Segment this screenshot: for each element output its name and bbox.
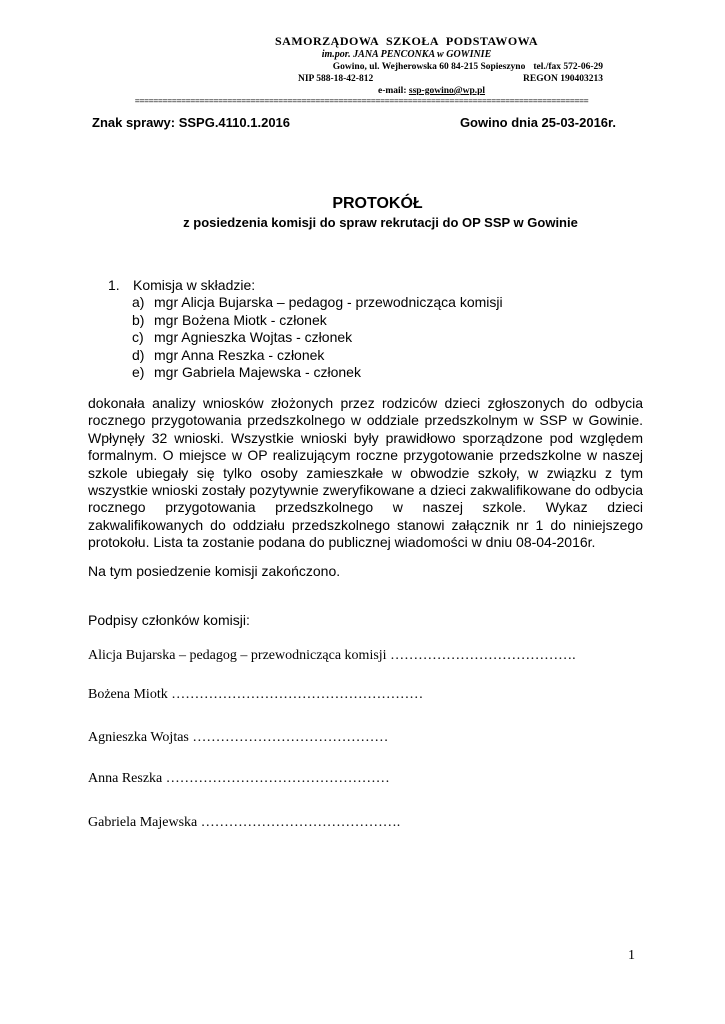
commission-intro: Komisja w składzie: — [133, 277, 256, 293]
signature-line: Anna Reszka ………………………………………… — [88, 771, 390, 786]
page-number: 1 — [628, 948, 635, 963]
list-item — [132, 364, 588, 381]
body-paragraph: dokonała analizy wniosków złożonych przez rodziców dzieci zgłoszonych do odbycia rocznego przygotowania przedszkolnego w oddziale przedszkolnym w SSP w Gowinie. Wpłynęły 32 wnioski. Wszystkie wnioski były prawidłowo sporządzone pod względem formalnym. O miejsce w OP realizującym roczne przygotowanie przedszkolne w naszej szkole ubiegały się tylko osoby zamieszkałe w obwodzie szkoły, w związku z tym wszystkie wnioski zostały pozytywnie zweryfikowane a dzieci zakwalifikowane do odbycia rocznego przygotowania przedszkolnego w naszej szkole. Wykaz dzieci zakwalifikowanych do oddziału przedszkolnego stanowi załącznik nr 1 do niniejszego protokołu. Lista ta zostanie podana do publicznej wiadomości w dniu 08-04-2016r. — [88, 395, 643, 551]
list-marker: c) — [132, 329, 144, 346]
case-number: Znak sprawy: SSPG.4110.1.2016 — [92, 115, 291, 130]
signature-line: Agnieszka Wojtas …………………………………… — [88, 730, 389, 745]
email-label: e-mail: — [378, 86, 407, 96]
email-row — [120, 85, 603, 97]
school-phone: tel./fax 572-06-29 — [533, 62, 603, 72]
list-item — [132, 329, 588, 346]
school-regon: REGON 190403213 — [523, 74, 603, 84]
email-link[interactable]: ssp-gowino@wp.pl — [408, 86, 486, 96]
list-item — [132, 294, 588, 311]
member-list — [108, 294, 588, 381]
member-text: mgr Bożena Miotk - członek — [154, 311, 327, 328]
reference-line — [92, 115, 616, 130]
place-date: Gowino dnia 25-03-2016r. — [459, 115, 616, 130]
member-text: mgr Gabriela Majewska - członek — [154, 364, 361, 381]
registry-row — [120, 73, 603, 85]
section-number: 1. — [108, 277, 120, 293]
member-text: mgr Alicja Bujarska – pedagog - przewodnicząca komisji — [154, 294, 503, 311]
member-text: mgr Anna Reszka - członek — [154, 346, 325, 363]
commission-heading — [108, 277, 588, 294]
school-address: Gowino, ul. Wejherowska 60 84-215 Sopieszyno — [332, 62, 526, 72]
school-patron: im.por. JANA PENCONKA w GOWINIE — [321, 49, 492, 60]
letterhead — [120, 34, 603, 105]
list-marker: d) — [132, 346, 145, 363]
signature-line: Alicja Bujarska – pedagog – przewodnicząca komisji …………………………………. — [88, 648, 576, 663]
signatures-heading: Podpisy członków komisji: — [88, 612, 250, 628]
address-row — [120, 61, 603, 73]
list-item — [132, 347, 588, 364]
document-heading — [0, 195, 725, 230]
body-section — [88, 395, 643, 552]
list-marker: a) — [132, 294, 145, 311]
school-name: SAMORZĄDOWA SZKOŁA PODSTAWOWA — [275, 34, 538, 48]
letterhead-divider: ================================================================================================== — [134, 97, 589, 105]
document-title: PROTOKÓŁ — [332, 195, 423, 212]
signature-line: Bożena Miotk ……………………………………………… — [88, 687, 424, 702]
list-marker: e) — [132, 364, 145, 381]
closing-sentence: Na tym posiedzenie komisji zakończono. — [88, 563, 341, 579]
list-item — [132, 312, 588, 329]
school-nip: NIP 588-18-42-812 — [298, 74, 374, 84]
member-text: mgr Agnieszka Wojtas - członek — [154, 329, 353, 346]
document-subtitle: z posiedzenia komisji do spraw rekrutacji do OP SSP w Gowinie — [183, 215, 578, 230]
commission-section — [108, 277, 588, 381]
signature-line: Gabriela Majewska ……………………………………. — [88, 815, 401, 830]
list-marker: b) — [132, 311, 145, 328]
